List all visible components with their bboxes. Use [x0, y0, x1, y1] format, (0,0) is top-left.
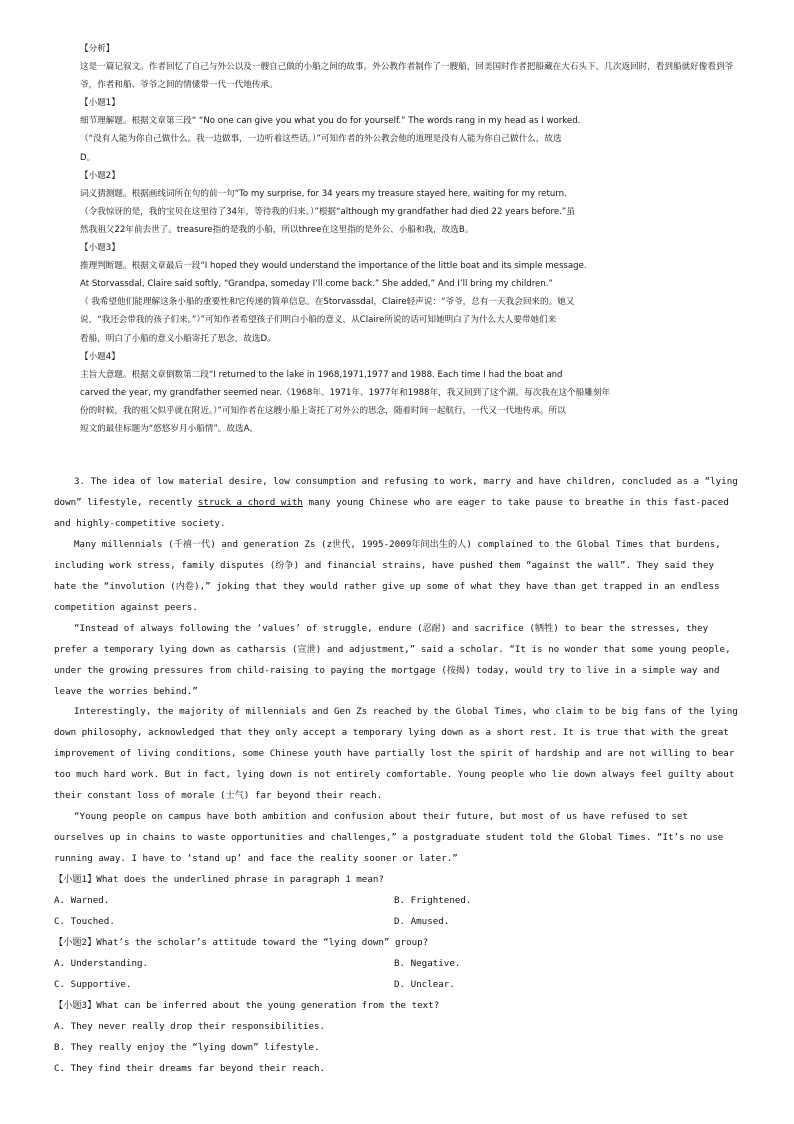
question-2-option-d: D. Unclear.: [394, 978, 455, 990]
analysis-section: [80, 40, 740, 438]
passage-paragraph-5: “Young people on campus have both ambition and confusion about their future, but most of us have refused to set ourselves up in chains to waste opportunities and challenges,” a postgraduate student told the Global Times. “It’s no use running away. I have to ‘stand up’ and face the reality sooner or later.”: [54, 811, 724, 865]
question-3-stem: 【小题3】What can be inferred about the young generation from the text?: [54, 999, 440, 1011]
question-3-option-b: B. They really enjoy the “lying down” lifestyle.: [54, 1041, 320, 1053]
question-1-options-row: [54, 891, 740, 912]
q1-analysis-line: D。: [80, 152, 96, 163]
p1-end-text: many young Chinese who are eager to take pause to breathe in this fast-paced and highly-competitive society.: [54, 496, 729, 529]
analysis-label: 【分析】: [80, 44, 115, 54]
question-1-stem: 【小题1】What does the underlined phrase in paragraph 1 mean?: [54, 874, 384, 886]
question-2-stem: 【小题2】What’s the scholar’s attitude toward the “lying down” group?: [54, 936, 429, 948]
q2-analysis-line: 词义猜测题。根据画线词所在句的前一句“To my surprise, for 34 years my treasure stayed here, waiting for my return.: [80, 188, 567, 199]
question-2-options-row: [54, 954, 740, 975]
q3-analysis-line: 看船，明白了小船的意义小船寄托了思念，故选D。: [80, 333, 276, 344]
underlined-phrase: struck a chord with: [197, 496, 303, 508]
q4-analysis-line: 份的时候，我的祖父似乎就在附近。）”可知作者在这艘小船上寄托了对外公的思念，随着时间一起航行，一代又一代地传承。所以: [80, 405, 566, 416]
question-2-option-a: A. Understanding.: [54, 957, 149, 969]
question-2-option-c: C. Supportive.: [54, 978, 132, 990]
q1-analysis-line: （“没有人能为你自己做什么。我一边做事，一边听着这些话。）”可知作者的外公教会他的道理是没有人能为你自己做什么，故选: [80, 134, 562, 145]
question-1-option-a: A. Warned.: [54, 895, 110, 907]
q2-analysis-line: （令我惊讶的是，我的宝贝在这里待了34年，等待我的归来。）”根据“although my grandfather had died 22 years before.”虽: [80, 206, 575, 217]
question-2-option-b: B. Negative.: [394, 957, 461, 969]
q2-analysis-tag: 【小题2】: [80, 170, 120, 181]
q4-analysis-line: carved the year, my grandfather seemed near.（1968年、1971年、1977年和1988年，我又回到了这个湖。每次我在这个船雕刻年: [80, 387, 611, 398]
question-1-option-d: D. Amused.: [394, 916, 450, 928]
q4-analysis-tag: 【小题4】: [80, 351, 120, 362]
q3-analysis-tag: 【小题3】: [80, 243, 120, 254]
q3-analysis-line: At Storvassdal, Claire said softly, “Grandpa, someday I’ll come back.” She added,” And I’ll bring my children.”: [80, 279, 553, 290]
p1-start-text: 3. The idea of low material desire, low consumption and refusing to work, marry and have children, concluded as a “lying down” lifestyle, recently: [54, 476, 738, 508]
q3-analysis-line: （ 我希望他们能理解这条小船的重要性和它传递的简单信息。在Storvassdal，Claire轻声说：“爷爷，总有一天我会回来的。她又: [80, 297, 575, 308]
question-1-option-c: C. Touched.: [54, 916, 115, 928]
passage-paragraph-3: “Instead of always following the ‘values’ of struggle, endure (忍耐) and sacrifice (牺牲) to bear the stresses, they prefer a temporary lying down as catharsis (宣泄) and adjustment,” said a scholar. “It is no wonder that some young people, under the growing pressures from child-raising to paying the mortgage (按揭) today, would try to live in a simple way and leave the worries behind.”: [54, 622, 731, 697]
question-2-options-row: [54, 975, 740, 996]
q4-analysis-line: 短文的最佳标题为“悠悠岁月小船情”。故选A。: [80, 423, 259, 434]
q1-analysis-tag: 【小题1】: [80, 98, 120, 109]
q1-analysis-line: 细节理解题。根据文章第三段“ “No one can give you what you do for yourself.” The words rang in my head as I worked.: [80, 116, 581, 127]
q3-analysis-line: 推理判断题。根据文章最后一段“I hoped they would understand the importance of the little boat and its simple message.: [80, 261, 587, 272]
q2-analysis-line: 然我祖父22年前去世了。treasure指的是我的小船，所以three在这里指的是外公、小船和我，故选B。: [80, 224, 474, 235]
passage-paragraph-2: Many millennials (千禧一代) and generation Zs (z世代, 1995-2009年间出生的人) complained to the Global Times that burdens, including work stress, family disputes (纷争) and financial strains, have pushed them “against the wall”. They said they hate the “involution (内卷),” joking that they would rather give up some of what they have than get trapped in an endless competition against peers.: [54, 538, 721, 613]
q4-analysis-line: 主旨大意题。根据文章倒数第二段“I returned to the lake in 1968,1971,1977 and 1988. Each time I had the boat and: [80, 369, 563, 380]
question-3-option-a: A. They never really drop their responsibilities.: [54, 1020, 326, 1032]
passage-paragraph-4: Interestingly, the majority of millennials and Gen Zs reached by the Global Times, who claim to be big fans of the lying down philosophy, acknowledged that they only accept a temporary lying down as a short rest. It is true that with the great improvement of living conditions, some Chinese youth have partially lost the spirit of hardship and are not willing to bear too much hard work. But in fact, lying down is not entirely comfortable. Young people who lie down always feel guilty about their constant loss of morale (士气) far beyond their reach.: [54, 706, 738, 802]
reading-passage: [54, 472, 740, 1080]
question-1-option-b: B. Frightened.: [394, 895, 472, 907]
question-1-options-row: [54, 912, 740, 933]
q3-analysis-line: 说，“我还会带我的孩子们来。”）”可知作者希望孩子们明白小船的意义，从Claire所说的话可知她明白了为什么大人要带她们来: [80, 315, 557, 326]
passage-paragraph-1: [54, 472, 740, 535]
analysis-intro: 这是一篇记叙文。作者回忆了自己与外公以及一艘自己做的小船之间的故事。外公教作者制作了一艘船，回美国时作者把船藏在大石头下，几次返回时，看到船就好像看到爷爷，作者和船、爷爷之间的情愫带一代一代地传承。: [80, 62, 734, 91]
question-3-option-c: C. They find their dreams far beyond their reach.: [54, 1062, 326, 1074]
